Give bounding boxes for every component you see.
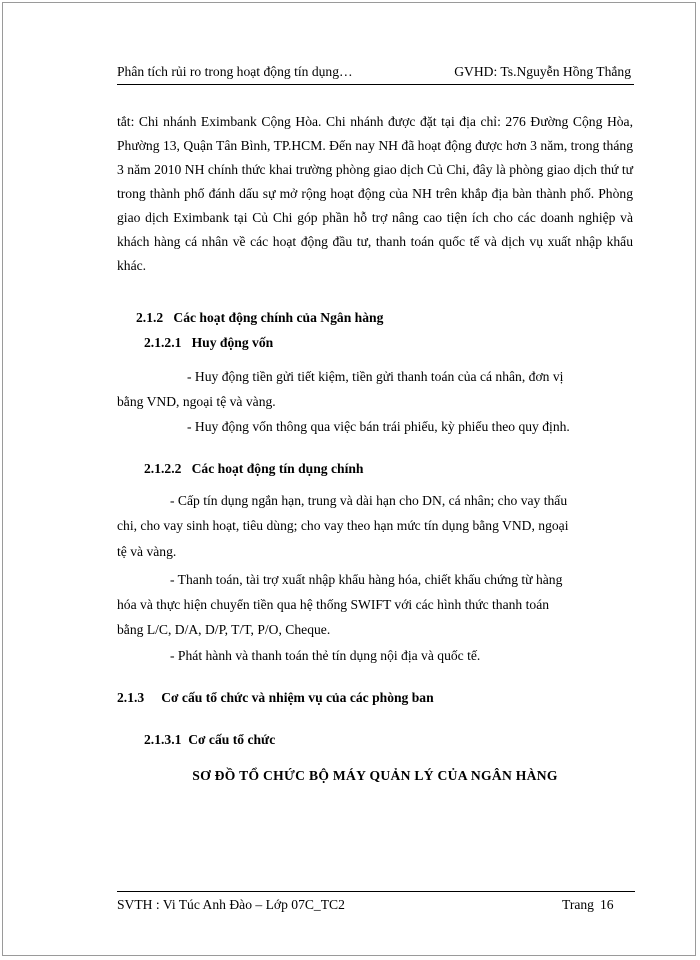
heading-2-1-3-1-title: Cơ cấu tổ chức	[188, 732, 276, 747]
org-chart-heading: SƠ ĐỒ TỔ CHỨC BỘ MÁY QUẢN LÝ CỦA NGÂN HÀNG	[192, 768, 558, 783]
list-item: - Huy động vốn thông qua việc bán trái phiếu, kỳ phiếu theo quy định.	[187, 419, 570, 434]
header-advisor: GVHD: Ts.Nguyễn Hồng Thắng	[454, 64, 631, 79]
list-item: tệ và vàng.	[117, 544, 177, 559]
footer-author: SVTH : Vi Túc Anh Đào – Lớp 07C_TC2	[117, 897, 345, 912]
heading-2-1-2-1-title: Huy động vốn	[191, 335, 274, 350]
list-item: - Cấp tín dụng ngắn hạn, trung và dài hạn cho DN, cá nhân; cho vay thấu	[170, 493, 568, 508]
page-number: 16	[599, 897, 614, 912]
heading-2-1-3	[117, 688, 434, 708]
list-item: bằng VND, ngoại tệ và vàng.	[117, 394, 276, 409]
heading-2-1-2	[136, 308, 383, 328]
heading-2-1-3-1-number: 2.1.3.1	[144, 732, 182, 747]
list-item: bằng L/C, D/A, D/P, T/T, P/O, Cheque.	[117, 622, 331, 637]
footer-rule	[117, 891, 635, 892]
page-header	[117, 64, 633, 84]
list-item: - Huy động tiền gửi tiết kiệm, tiền gửi thanh toán của cá nhân, đơn vị	[187, 369, 564, 384]
footer-page-label: Trang	[562, 897, 594, 912]
header-rule	[117, 84, 634, 85]
heading-2-1-2-number: 2.1.2	[136, 310, 164, 325]
list-item: - Thanh toán, tài trợ xuất nhập khẩu hàng hóa, chiết khấu chứng từ hàng	[170, 572, 563, 587]
header-title: Phân tích rủi ro trong hoạt động tín dụng…	[117, 64, 353, 79]
list-item: chi, cho vay sinh hoạt, tiêu dùng; cho vay theo hạn mức tín dụng bằng VND, ngoại	[117, 518, 569, 533]
heading-2-1-2-2	[144, 459, 363, 479]
list-item: hóa và thực hiện chuyển tiền qua hệ thống SWIFT với các hình thức thanh toán	[117, 597, 550, 612]
heading-2-1-3-1	[144, 730, 275, 750]
list-item: - Phát hành và thanh toán thẻ tín dụng nội địa và quốc tế.	[170, 648, 481, 663]
heading-2-1-2-title: Các hoạt động chính của Ngân hàng	[173, 310, 384, 325]
heading-2-1-2-2-number: 2.1.2.2	[144, 461, 182, 476]
intro-paragraph: tắt: Chi nhánh Eximbank Cộng Hòa. Chi nhánh được đặt tại địa chỉ: 276 Đường Cộng Hòa, Phường 13, Quận Tân Bình, TP.HCM. Đến nay NH đã hoạt động được hơn 3 năm, trong tháng 3 năm 2010 NH chính thức khai trường phòng giao dịch Củ Chi, đây là phòng giao dịch thứ tư trong thành phố đánh dấu sự mở rộng hoạt động của NH trên khắp địa bàn thành phố. Phòng giao dịch Eximbank tại Củ Chi góp phần hỗ trợ nâng cao tiện ích cho các doanh nghiệp và khách hàng cá nhân về các hoạt động đầu tư, thanh toán quốc tế và dịch vụ xuất nhập khẩu khác.	[117, 114, 633, 273]
heading-2-1-2-1	[144, 333, 273, 353]
heading-2-1-2-1-number: 2.1.2.1	[144, 335, 182, 350]
footer-page	[562, 897, 614, 913]
heading-2-1-3-title: Cơ cấu tổ chức và nhiệm vụ của các phòng ban	[161, 690, 434, 705]
heading-2-1-2-2-title: Các hoạt động tín dụng chính	[191, 461, 364, 476]
heading-2-1-3-number: 2.1.3	[117, 690, 145, 705]
